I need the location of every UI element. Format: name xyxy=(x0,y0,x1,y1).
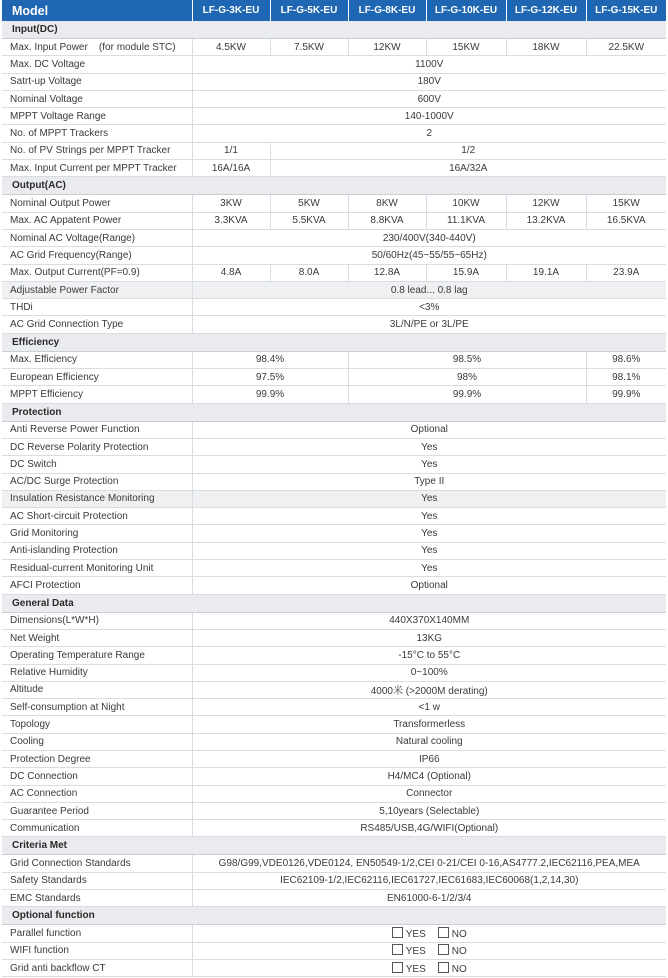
spec-label: Grid Monitoring xyxy=(2,525,192,542)
spec-row xyxy=(2,351,666,368)
spec-row xyxy=(2,142,666,159)
spec-row xyxy=(2,733,666,750)
spec-value: 4000米 (>2000M derating) xyxy=(192,681,666,698)
spec-label: Protection Degree xyxy=(2,750,192,767)
spec-label: Grid anti backflow CT xyxy=(2,959,192,976)
spec-label: European Efficiency xyxy=(2,369,192,386)
choice-label: NO xyxy=(451,929,467,940)
spec-label: DC Connection xyxy=(2,768,192,785)
spec-value: 3L/N/PE or 3L/PE xyxy=(192,316,666,333)
section-title: Input(DC) xyxy=(2,21,666,39)
spec-value: EN61000-6-1/2/3/4 xyxy=(192,890,666,907)
spec-row xyxy=(2,299,666,316)
spec-row xyxy=(2,264,666,281)
spec-label: Nominal AC Voltage(Range) xyxy=(2,229,192,246)
spec-value: 10KW xyxy=(426,195,506,212)
spec-value: Transformerless xyxy=(192,716,666,733)
spec-row xyxy=(2,942,666,959)
spec-value: 98.1% xyxy=(586,369,666,386)
spec-value: 13KG xyxy=(192,629,666,646)
choice-cell xyxy=(192,925,666,942)
spec-row xyxy=(2,855,666,872)
spec-label: Max. Efficiency xyxy=(2,351,192,368)
spec-row xyxy=(2,542,666,559)
spec-label: THDi xyxy=(2,299,192,316)
section-title: Protection xyxy=(2,403,666,421)
choice-option[interactable] xyxy=(392,944,426,957)
spec-value: -15°C to 55°C xyxy=(192,647,666,664)
spec-label: Communication xyxy=(2,820,192,837)
spec-value: 99.9% xyxy=(586,386,666,403)
spec-value: 440X370X140MM xyxy=(192,612,666,629)
choice-label: YES xyxy=(405,929,426,940)
checkbox-icon[interactable] xyxy=(392,944,403,955)
model-name: LF-G-3K-EU xyxy=(192,0,270,21)
spec-value: 180V xyxy=(192,73,666,90)
spec-row xyxy=(2,212,666,229)
spec-row xyxy=(2,664,666,681)
spec-value: IP66 xyxy=(192,750,666,767)
spec-value: Yes xyxy=(192,525,666,542)
spec-value: 3.3KVA xyxy=(192,212,270,229)
spec-value: 99.9% xyxy=(192,386,348,403)
spec-value: Yes xyxy=(192,438,666,455)
choice-option[interactable] xyxy=(392,962,426,975)
choice-cell xyxy=(192,942,666,959)
model-name: LF-G-12K-EU xyxy=(506,0,586,21)
spec-label: Operating Temperature Range xyxy=(2,647,192,664)
spec-label: Topology xyxy=(2,716,192,733)
spec-value: G98/G99,VDE0126,VDE0124, EN50549-1/2,CEI 0-21/CEI 0-16,AS4777.2,IEC62116,PEA,MEA xyxy=(192,855,666,872)
choice-label: YES xyxy=(405,946,426,958)
section-header xyxy=(2,333,666,351)
spec-value: 22.5KW xyxy=(586,39,666,56)
spec-value: 12KW xyxy=(506,195,586,212)
spec-value: 1/2 xyxy=(270,142,666,159)
spec-label: Net Weight xyxy=(2,629,192,646)
spec-value: 23.9A xyxy=(586,264,666,281)
spec-row xyxy=(2,560,666,577)
spec-label: Self-consumption at Night xyxy=(2,699,192,716)
spec-value: 2 xyxy=(192,125,666,142)
spec-label: Anti-islanding Protection xyxy=(2,542,192,559)
spec-row xyxy=(2,247,666,264)
spec-row xyxy=(2,577,666,594)
checkbox-icon[interactable] xyxy=(392,927,403,938)
spec-row xyxy=(2,39,666,56)
spec-value: Natural cooling xyxy=(192,733,666,750)
spec-label: Parallel function xyxy=(2,925,192,942)
spec-value: 15.9A xyxy=(426,264,506,281)
spec-label: AC Connection xyxy=(2,785,192,802)
section-header xyxy=(2,403,666,421)
section-header xyxy=(2,837,666,855)
checkbox-icon[interactable] xyxy=(438,962,449,973)
choice-cell xyxy=(192,959,666,976)
spec-row xyxy=(2,890,666,907)
spec-label: Relative Humidity xyxy=(2,664,192,681)
spec-label: Cooling xyxy=(2,733,192,750)
spec-label: Guarantee Period xyxy=(2,802,192,819)
spec-value: 11.1KVA xyxy=(426,212,506,229)
spec-value: 16A/32A xyxy=(270,160,666,177)
spec-value: 98.6% xyxy=(586,351,666,368)
spec-label: WIFI function xyxy=(2,942,192,959)
spec-value: 4.8A xyxy=(192,264,270,281)
spec-value: 0~100% xyxy=(192,664,666,681)
spec-row xyxy=(2,647,666,664)
spec-label: AFCI Protection xyxy=(2,577,192,594)
spec-value: 99.9% xyxy=(348,386,586,403)
spec-label: Altitude xyxy=(2,681,192,698)
spec-label: Residual-current Monitoring Unit xyxy=(2,560,192,577)
spec-value: H4/MC4 (Optional) xyxy=(192,768,666,785)
spec-row xyxy=(2,473,666,490)
spec-table xyxy=(2,0,666,977)
spec-row xyxy=(2,73,666,90)
model-name: LF-G-10K-EU xyxy=(426,0,506,21)
spec-label: AC/DC Surge Protection xyxy=(2,473,192,490)
spec-row xyxy=(2,438,666,455)
choice-option[interactable] xyxy=(438,944,467,957)
spec-value: 5,10years (Selectable) xyxy=(192,802,666,819)
header-row xyxy=(2,0,666,21)
spec-row xyxy=(2,629,666,646)
section-title: General Data xyxy=(2,594,666,612)
spec-value: <3% xyxy=(192,299,666,316)
spec-label: MPPT Voltage Range xyxy=(2,108,192,125)
choice-label: NO xyxy=(451,946,467,958)
spec-label: Grid Connection Standards xyxy=(2,855,192,872)
spec-value: 13.2KVA xyxy=(506,212,586,229)
spec-row xyxy=(2,108,666,125)
spec-label: Nominal Output Power xyxy=(2,195,192,212)
spec-label: No. of PV Strings per MPPT Tracker xyxy=(2,142,192,159)
choice-option[interactable] xyxy=(392,927,426,940)
spec-row xyxy=(2,421,666,438)
model-label: Model xyxy=(2,0,192,21)
spec-value: <1 w xyxy=(192,699,666,716)
section-header xyxy=(2,907,666,925)
choice-label: YES xyxy=(405,963,426,975)
spec-row xyxy=(2,768,666,785)
spec-value: 5KW xyxy=(270,195,348,212)
checkbox-icon[interactable] xyxy=(438,927,449,938)
spec-value: 600V xyxy=(192,90,666,107)
spec-value: 98.5% xyxy=(348,351,586,368)
spec-row xyxy=(2,508,666,525)
spec-value: 1/1 xyxy=(192,142,270,159)
spec-row xyxy=(2,56,666,73)
spec-value: 7.5KW xyxy=(270,39,348,56)
spec-value: Connector xyxy=(192,785,666,802)
spec-value: Optional xyxy=(192,577,666,594)
spec-label: AC Grid Connection Type xyxy=(2,316,192,333)
spec-label: DC Switch xyxy=(2,456,192,473)
spec-row xyxy=(2,612,666,629)
spec-value: 8.8KVA xyxy=(348,212,426,229)
spec-label: AC Short-circuit Protection xyxy=(2,508,192,525)
spec-row xyxy=(2,229,666,246)
spec-row xyxy=(2,959,666,976)
spec-value: 3KW xyxy=(192,195,270,212)
spec-value: 16A/16A xyxy=(192,160,270,177)
choice-label: NO xyxy=(451,963,467,975)
spec-label: EMC Standards xyxy=(2,890,192,907)
spec-value: 8KW xyxy=(348,195,426,212)
model-name: LF-G-5K-EU xyxy=(270,0,348,21)
spec-sheet xyxy=(2,0,666,977)
checkbox-icon[interactable] xyxy=(438,944,449,955)
spec-row xyxy=(2,160,666,177)
spec-value: 15KW xyxy=(586,195,666,212)
spec-label: Dimensions(L*W*H) xyxy=(2,612,192,629)
spec-row xyxy=(2,925,666,942)
spec-value: Yes xyxy=(192,456,666,473)
spec-value: IEC62109-1/2,IEC62116,IEC61727,IEC61683,IEC60068(1,2,14,30) xyxy=(192,872,666,889)
section-title: Output(AC) xyxy=(2,177,666,195)
section-title: Optional function xyxy=(2,907,666,925)
spec-label: Max. Input Current per MPPT Tracker xyxy=(2,160,192,177)
section-header xyxy=(2,594,666,612)
spec-label: MPPT Efficiency xyxy=(2,386,192,403)
spec-row xyxy=(2,316,666,333)
spec-value: Optional xyxy=(192,421,666,438)
section-title: Efficiency xyxy=(2,333,666,351)
spec-row xyxy=(2,195,666,212)
spec-value: Type II xyxy=(192,473,666,490)
model-name: LF-G-15K-EU xyxy=(586,0,666,21)
spec-row xyxy=(2,90,666,107)
spec-label: Anti Reverse Power Function xyxy=(2,421,192,438)
section-header xyxy=(2,177,666,195)
spec-row xyxy=(2,125,666,142)
spec-value: 16.5KVA xyxy=(586,212,666,229)
spec-value: Yes xyxy=(192,490,666,507)
spec-label: Adjustable Power Factor xyxy=(2,281,192,298)
spec-value: 0.8 lead... 0.8 lag xyxy=(192,281,666,298)
spec-value: 140-1000V xyxy=(192,108,666,125)
spec-row xyxy=(2,785,666,802)
spec-label: Max. AC Appatent Power xyxy=(2,212,192,229)
spec-label: Satrt-up Voltage xyxy=(2,73,192,90)
choice-option[interactable] xyxy=(438,962,467,975)
spec-row xyxy=(2,369,666,386)
spec-value: 15KW xyxy=(426,39,506,56)
spec-value: 12KW xyxy=(348,39,426,56)
spec-label: Max. Output Current(PF=0.9) xyxy=(2,264,192,281)
spec-value: 1100V xyxy=(192,56,666,73)
spec-value: 50/60Hz(45~55/55~65Hz) xyxy=(192,247,666,264)
spec-label: Max. DC Voltage xyxy=(2,56,192,73)
spec-row xyxy=(2,802,666,819)
spec-label: AC Grid Frequency(Range) xyxy=(2,247,192,264)
spec-value: 98% xyxy=(348,369,586,386)
spec-value: 5.5KVA xyxy=(270,212,348,229)
spec-value: Yes xyxy=(192,542,666,559)
spec-row xyxy=(2,490,666,507)
spec-label: Max. Input Power (for module STC) xyxy=(2,39,192,56)
choice-option[interactable] xyxy=(438,927,467,940)
section-header xyxy=(2,21,666,39)
spec-label: DC Reverse Polarity Protection xyxy=(2,438,192,455)
spec-value: 12.8A xyxy=(348,264,426,281)
spec-value: 8.0A xyxy=(270,264,348,281)
spec-value: 97.5% xyxy=(192,369,348,386)
spec-value: 4.5KW xyxy=(192,39,270,56)
spec-value: 230/400V(340-440V) xyxy=(192,229,666,246)
spec-row xyxy=(2,525,666,542)
spec-row xyxy=(2,281,666,298)
spec-row xyxy=(2,750,666,767)
spec-label: Safety Standards xyxy=(2,872,192,889)
spec-row xyxy=(2,386,666,403)
spec-value: 98.4% xyxy=(192,351,348,368)
spec-row xyxy=(2,699,666,716)
spec-row xyxy=(2,716,666,733)
spec-label: No. of MPPT Trackers xyxy=(2,125,192,142)
spec-value: 19.1A xyxy=(506,264,586,281)
spec-row xyxy=(2,872,666,889)
spec-value: Yes xyxy=(192,560,666,577)
section-title: Criteria Met xyxy=(2,837,666,855)
spec-value: RS485/USB,4G/WIFI(Optional) xyxy=(192,820,666,837)
spec-row xyxy=(2,456,666,473)
checkbox-icon[interactable] xyxy=(392,962,403,973)
spec-value: Yes xyxy=(192,508,666,525)
spec-label: Nominal Voltage xyxy=(2,90,192,107)
spec-row xyxy=(2,681,666,698)
spec-value: 18KW xyxy=(506,39,586,56)
model-name: LF-G-8K-EU xyxy=(348,0,426,21)
spec-row xyxy=(2,820,666,837)
spec-label: Insulation Resistance Monitoring xyxy=(2,490,192,507)
